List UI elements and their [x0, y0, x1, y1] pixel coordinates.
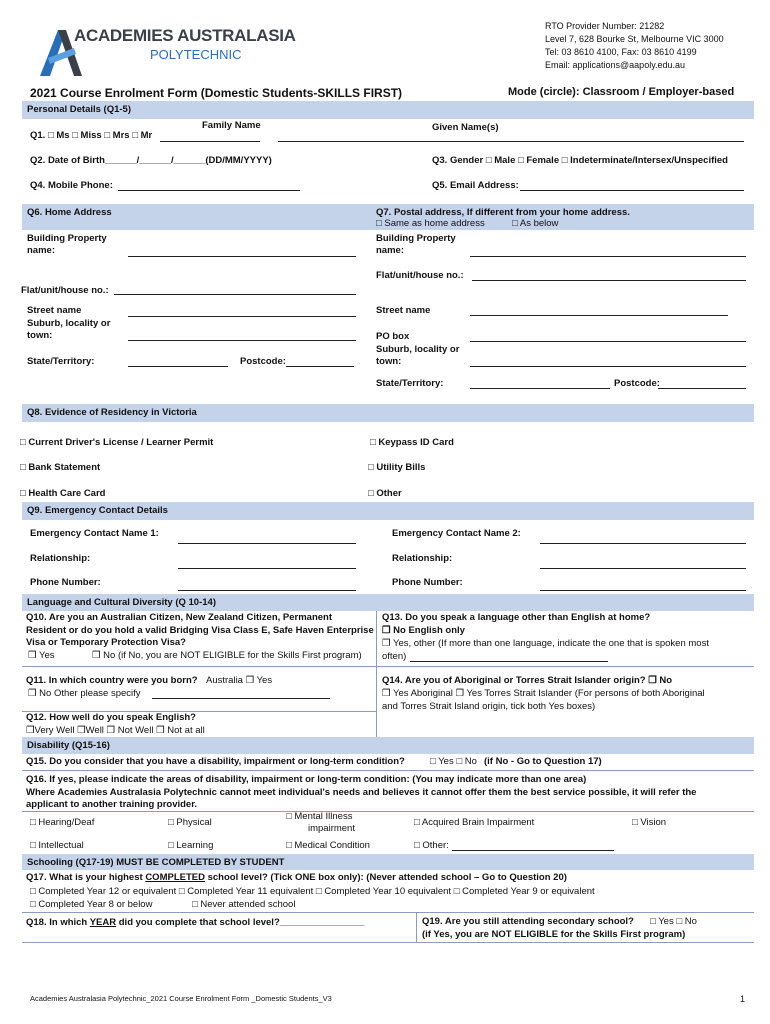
suburb-label-line: town:: [27, 330, 53, 341]
q17-options-row1[interactable]: □ Completed Year 12 or equivalent □ Completed Year 11 equivalent □ Completed Year 10 equivalent □ Completed Year 9 or equivalent: [30, 886, 595, 897]
provider-line: RTO Provider Number: 21282: [545, 21, 665, 31]
keypass-option[interactable]: □ Keypass ID Card: [370, 437, 454, 448]
provider-line: Tel: 03 8610 4100, Fax: 03 8610 4199: [545, 47, 697, 57]
date-of-birth[interactable]: Q2. Date of Birth______/______/______(DD/MM/YYYY): [30, 155, 272, 166]
provider-info: [545, 20, 724, 72]
brain-impairment-option[interactable]: □ Acquired Brain Impairment: [414, 817, 535, 828]
q13-question: Q13. Do you speak a language other than English at home?: [382, 612, 651, 623]
health-care-card-option[interactable]: □ Health Care Card: [20, 488, 106, 499]
q15-options[interactable]: □ Yes □ No: [430, 756, 477, 767]
postal-suburb-label: [376, 344, 459, 368]
bank-statement-option[interactable]: □ Bank Statement: [20, 462, 101, 473]
q11-question: Q11. In which country were you born?: [26, 675, 198, 686]
suburb-label-line: Suburb, locality or: [27, 318, 111, 329]
q17-year8-option[interactable]: □ Completed Year 8 or below: [30, 899, 153, 910]
q10-line: Resident or do you hold a valid Bridging Visa Class E, Safe Haven Enterprise: [26, 624, 374, 636]
relationship2-field[interactable]: [540, 568, 746, 569]
language-band: Language and Cultural Diversity (Q 10-14): [22, 594, 754, 611]
q12-options[interactable]: ❒Very Well ❒Well ❒ Not Well ❒ Not at all: [26, 725, 205, 736]
schooling-bottom-rule: [22, 942, 754, 943]
q17-text: Q17. What is your highest: [26, 872, 146, 883]
home-street-field[interactable]: [128, 316, 356, 317]
emergency-band: Q9. Emergency Contact Details: [22, 502, 754, 520]
postal-state-label: State/Territory:: [376, 378, 444, 389]
given-names-field[interactable]: [278, 141, 744, 142]
q11-other-option[interactable]: ❒ No Other please specify: [28, 688, 141, 699]
given-names-label: Given Name(s): [432, 122, 499, 133]
q15-question: Q15. Do you consider that you have a disability, impairment or long-term condition?: [26, 756, 405, 767]
home-flat-label: Flat/unit/house no.:: [21, 285, 109, 296]
building-label-line: name:: [27, 245, 55, 256]
q10-no-option[interactable]: ❒ No (if No, you are NOT ELIGIBLE for the Skills First program): [92, 650, 362, 661]
title-options[interactable]: Q1. □ Ms □ Miss □ Mrs □ Mr: [30, 130, 153, 141]
q16-line2: Where Academies Australasia Polytechnic cannot meet individual's needs and believes it cannot offer them the best service possible, it will refer the: [26, 787, 697, 798]
q14-yes-options[interactable]: ❒ Yes Aboriginal ❒ Yes Torres Strait Islander (For persons of both Aboriginal: [382, 688, 705, 699]
email-label: Q5. Email Address:: [432, 180, 519, 191]
email-field[interactable]: [520, 190, 744, 191]
building-label-home: [27, 233, 107, 257]
same-as-home-option[interactable]: □ Same as home address: [376, 218, 485, 229]
as-below-option[interactable]: □ As below: [512, 218, 559, 229]
q17-text: school level? (Tick ONE box only): (Never attended school – Go to Question 20): [204, 872, 567, 883]
mode-selection[interactable]: Mode (circle): Classroom / Employer-based: [508, 86, 735, 98]
learning-option[interactable]: □ Learning: [168, 840, 214, 851]
suburb-label-line: town:: [376, 356, 402, 367]
relationship2-label: Relationship:: [392, 553, 453, 564]
logo-main-text: ACADEMIES AUSTRALASIA: [74, 26, 296, 45]
vision-option[interactable]: □ Vision: [632, 817, 667, 828]
q11-other-field[interactable]: [152, 698, 330, 699]
q13-yes-option[interactable]: ❒ Yes, other (If more than one language, indicate the one that is spoken most: [382, 638, 709, 649]
home-building-field[interactable]: [128, 256, 356, 257]
mobile-phone-label: Q4. Mobile Phone:: [30, 180, 113, 191]
q10-yes-option[interactable]: ❒ Yes: [28, 650, 55, 661]
q13-language-field[interactable]: [410, 661, 608, 662]
postal-street-label: Street name: [376, 305, 431, 316]
home-suburb-field[interactable]: [128, 340, 356, 341]
suburb-label-line: Suburb, locality or: [376, 344, 460, 355]
other-residency-option[interactable]: □ Other: [368, 488, 402, 499]
home-address-label: Q6. Home Address: [27, 207, 112, 218]
q18-question[interactable]: [26, 917, 364, 928]
language-row-divider: [22, 666, 754, 667]
schooling-band: Schooling (Q17-19) MUST BE COMPLETED BY STUDENT: [22, 854, 754, 870]
q10-question: [26, 612, 374, 650]
other-disability-option[interactable]: □ Other:: [414, 840, 449, 851]
mental-line: impairment: [308, 823, 355, 834]
home-postcode-field[interactable]: [286, 366, 354, 367]
provider-line: Email: applications@aapoly.edu.au: [545, 60, 686, 70]
phone1-field[interactable]: [178, 590, 356, 591]
q17-never-option[interactable]: □ Never attended school: [192, 899, 296, 910]
home-suburb-label: [27, 318, 110, 342]
relationship1-field[interactable]: [178, 568, 356, 569]
logo-sub-text: POLYTECHNIC: [150, 47, 242, 62]
q16-line3: applicant to another training provider.: [26, 799, 198, 810]
family-name-field[interactable]: [160, 141, 260, 142]
postal-postcode-field[interactable]: [658, 388, 746, 389]
mental-illness-option[interactable]: [286, 811, 355, 835]
physical-option[interactable]: □ Physical: [168, 817, 212, 828]
q17-question: [26, 872, 567, 883]
building-label-line: Building Property: [376, 233, 456, 244]
form-title: 2021 Course Enrolment Form (Domestic Students-SKILLS FIRST): [30, 86, 403, 100]
building-label-postal: [376, 233, 456, 257]
postal-suburb-field[interactable]: [470, 366, 746, 367]
language-divider: [376, 611, 377, 737]
gender-options[interactable]: Q3. Gender □ Male □ Female □ Indeterminate/Intersex/Unspecified: [432, 155, 728, 166]
family-name-label: Family Name: [202, 120, 261, 131]
q13-no-option[interactable]: ❒ No English only: [382, 625, 465, 636]
q19-note: (if Yes, you are NOT ELIGIBLE for the Skills First program): [422, 929, 686, 940]
postal-building-field[interactable]: [470, 256, 746, 257]
q15-divider: [22, 770, 754, 771]
home-flat-field[interactable]: [114, 294, 356, 295]
q14-note: and Torres Strait Island origin, tick both Yes boxes): [382, 701, 596, 712]
emergency-name1-label: Emergency Contact Name 1:: [30, 528, 159, 539]
logo: [30, 18, 296, 80]
residency-band: Q8. Evidence of Residency in Victoria: [22, 404, 754, 422]
mobile-phone-field[interactable]: [118, 190, 300, 191]
provider-line: Level 7, 628 Bourke St, Melbourne VIC 3000: [545, 34, 724, 44]
postal-address-label: Q7. Postal address, If different from your home address.: [376, 207, 630, 218]
q16-line1: Q16. If yes, please indicate the areas of disability, impairment or long-term condition: (You may indicate more than one area): [26, 774, 587, 785]
po-box-label: PO box: [376, 331, 410, 342]
emergency-name2-field[interactable]: [540, 543, 746, 544]
home-state-field[interactable]: [128, 366, 228, 367]
phone2-label: Phone Number:: [392, 577, 463, 588]
q18-text: did you complete that school level?________________: [116, 917, 365, 928]
q10-line: Visa or Temporary Protection Visa?: [26, 637, 186, 648]
q17-divider: [22, 912, 754, 913]
emergency-name2-label: Emergency Contact Name 2:: [392, 528, 521, 539]
q18-year: YEAR: [89, 917, 117, 928]
hearing-option[interactable]: □ Hearing/Deaf: [30, 817, 95, 828]
q18-text: Q18. In which: [26, 917, 90, 928]
utility-bills-option[interactable]: □ Utility Bills: [368, 462, 426, 473]
q16-divider: [22, 811, 754, 812]
building-label-line: Building Property: [27, 233, 107, 244]
building-label-line: name:: [376, 245, 404, 256]
other-disability-field[interactable]: [452, 850, 614, 851]
phone2-field[interactable]: [540, 590, 746, 591]
q15-note: (if No - Go to Question 17): [484, 756, 602, 767]
q14-question[interactable]: Q14. Are you of Aboriginal or Torres Strait Islander origin? ❒ No: [382, 675, 673, 686]
postal-flat-field[interactable]: [472, 280, 746, 281]
medical-condition-option[interactable]: □ Medical Condition: [286, 840, 370, 851]
home-state-label: State/Territory:: [27, 356, 95, 367]
q13-yes-often: often): [382, 651, 407, 662]
q12-question: Q12. How well do you speak English?: [26, 712, 196, 723]
home-postcode-label: Postcode:: [240, 356, 286, 367]
postal-street-field[interactable]: [470, 315, 728, 316]
q11-australia-option[interactable]: Australia ❒ Yes: [206, 675, 273, 686]
phone1-label: Phone Number:: [30, 577, 101, 588]
q19-options[interactable]: □ Yes □ No: [650, 916, 697, 927]
page-number: 1: [740, 994, 746, 1004]
q18-q19-divider: [416, 912, 417, 942]
intellectual-option[interactable]: □ Intellectual: [30, 840, 84, 851]
q10-line: Q10. Are you an Australian Citizen, New Zealand Citizen, Permanent: [26, 612, 333, 623]
po-box-field[interactable]: [470, 341, 746, 342]
postal-state-field[interactable]: [470, 388, 610, 389]
home-street-label: Street name: [27, 305, 82, 316]
disability-band: Disability (Q15-16): [22, 737, 754, 754]
postal-flat-label: Flat/unit/house no.:: [376, 270, 464, 281]
emergency-name1-field[interactable]: [178, 543, 356, 544]
relationship1-label: Relationship:: [30, 553, 91, 564]
drivers-license-option[interactable]: □ Current Driver's License / Learner Permit: [20, 437, 214, 448]
postal-postcode-label: Postcode:: [614, 378, 660, 389]
personal-details-band: Personal Details (Q1-5): [22, 101, 754, 119]
q17-completed: COMPLETED: [145, 872, 205, 883]
mental-line: □ Mental Illness: [286, 811, 353, 822]
q19-question: Q19. Are you still attending secondary school?: [422, 916, 634, 927]
footer-text: Academies Australasia Polytechnic_2021 Course Enrolment Form _Domestic Students_V3: [30, 994, 332, 1003]
